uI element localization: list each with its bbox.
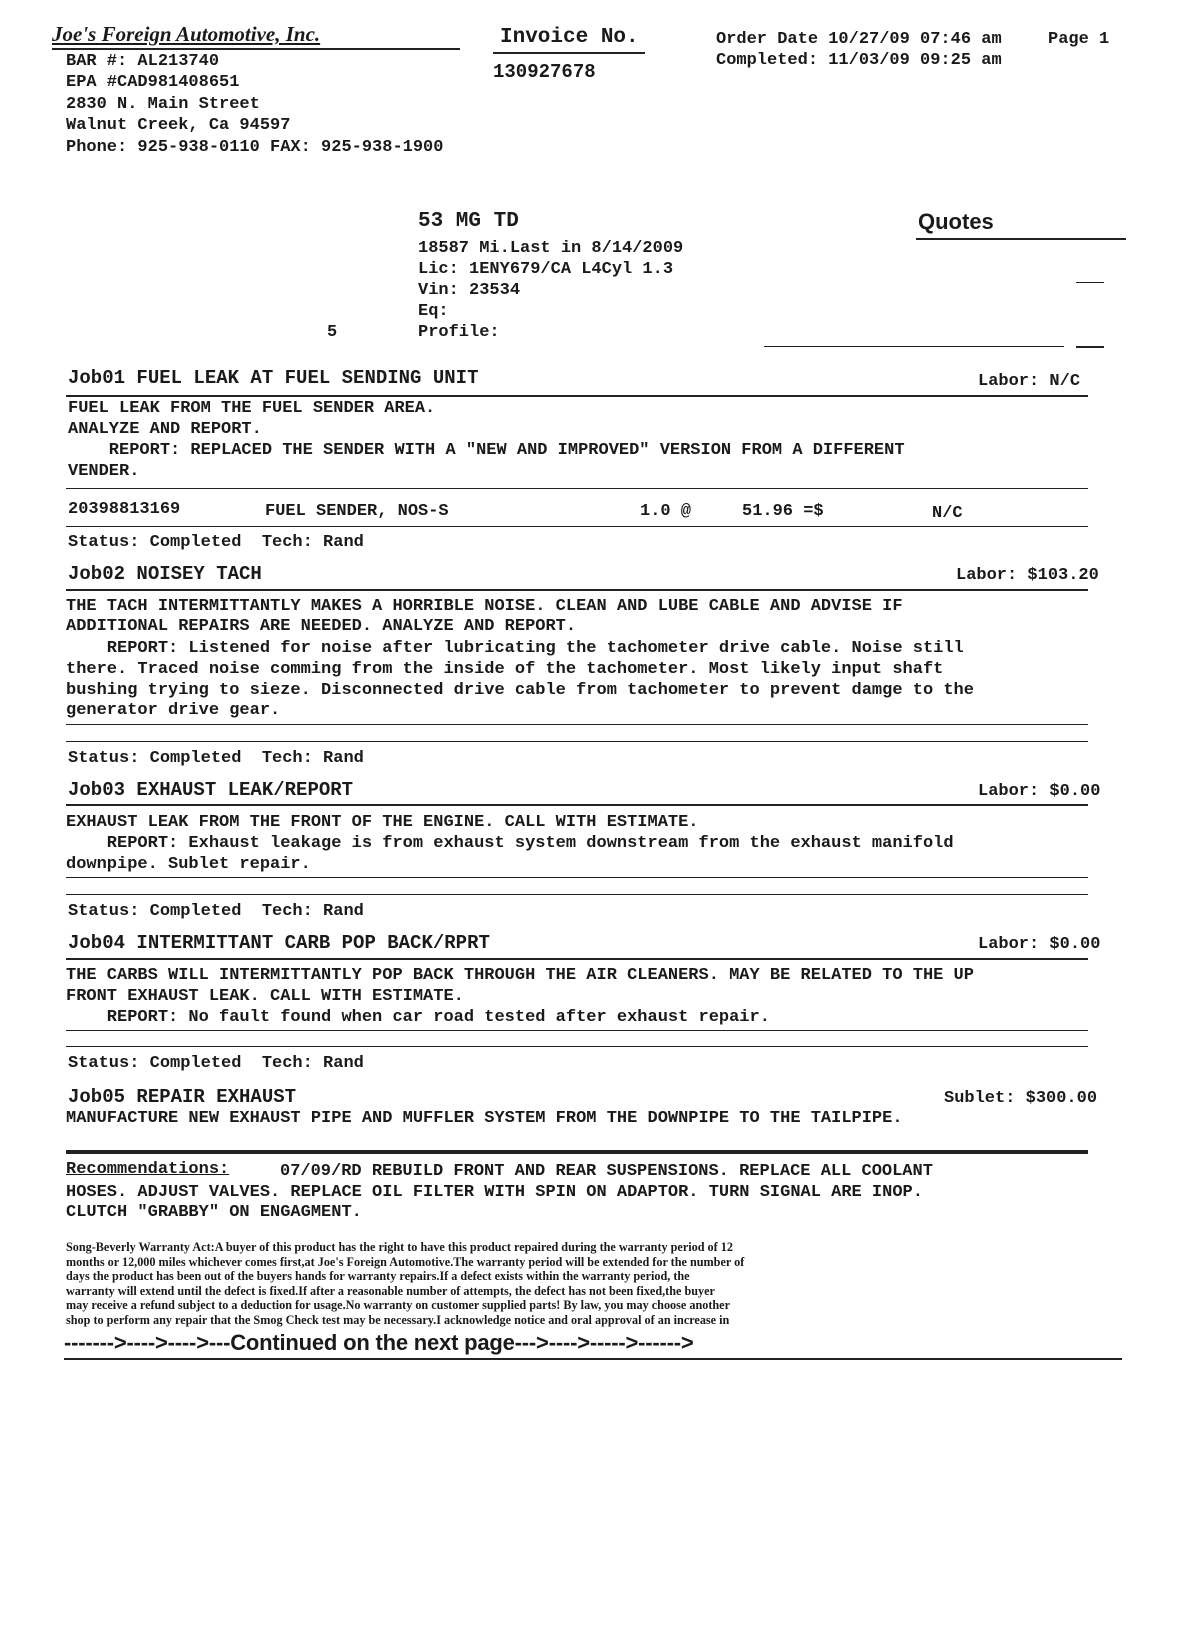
job02-rule-1 — [66, 724, 1088, 725]
job05-line-1: MANUFACTURE NEW EXHAUST PIPE AND MUFFLER SYSTEM FROM THE DOWNPIPE TO THE TAILPIPE. — [66, 1109, 903, 1128]
shop-street: 2830 N. Main Street — [66, 95, 260, 114]
job01-title-rule — [66, 395, 1088, 397]
quotes-line-1 — [1076, 282, 1104, 283]
job04-line-1: THE CARBS WILL INTERMITTANTLY POP BACK THROUGH THE AIR CLEANERS. MAY BE RELATED TO THE UP — [66, 966, 974, 985]
job03-status: Status: Completed Tech: Rand — [68, 902, 364, 921]
warranty-line-3: days the product has been out of the buyers hands for warranty repairs.If a defect exists within the warranty period, the — [66, 1269, 690, 1283]
recommendations-label: Recommendations: — [66, 1160, 230, 1179]
warranty-line-2: months or 12,000 miles whichever comes first,at Joe's Foreign Automotive.The warranty period will be extended for the number of — [66, 1255, 745, 1269]
vehicle-profile: Profile: — [418, 323, 500, 342]
job03-line-3: downpipe. Sublet repair. — [66, 855, 311, 874]
job02-rule-2 — [66, 741, 1088, 742]
shop-name-underline — [52, 48, 460, 50]
continued-underline — [64, 1358, 1122, 1360]
job02-title-rule — [66, 589, 1088, 591]
job01-charge: Labor: N/C — [978, 372, 1081, 391]
job02-line-6: generator drive gear. — [66, 701, 281, 720]
job01-status: Status: Completed Tech: Rand — [68, 533, 364, 552]
job02-line-1: THE TACH INTERMITTANTLY MAKES A HORRIBLE NOISE. CLEAN AND LUBE CABLE AND ADVISE IF — [66, 597, 903, 616]
warranty-line-5: may receive a refund subject to a deduction for usage.No warranty on customer supplied parts! By law, you may choose another — [66, 1298, 730, 1312]
job05-charge: Sublet: $300.00 — [944, 1089, 1098, 1108]
shop-name: Joe's Foreign Automotive, Inc. — [52, 22, 321, 46]
job04-title: Job04 INTERMITTANT CARB POP BACK/RPRT — [68, 932, 490, 954]
vehicle-eq: Eq: — [418, 302, 449, 321]
job01-part-total: N/C — [932, 504, 963, 523]
job01-parts-rule-top — [66, 488, 1088, 489]
invoice-label: Invoice No. — [500, 26, 639, 49]
continued-next-page: ------->---->---->---Continued on the next page--->---->----->------> — [64, 1330, 694, 1355]
completed-date: Completed: 11/03/09 09:25 am — [716, 51, 1002, 70]
job01-part-number: 20398813169 — [68, 500, 181, 519]
warranty-line-4: warranty will extend until the defect is fixed.If after a reasonable number of attempts, the defect has not been fixed,the buyer — [66, 1284, 715, 1298]
job01-part-price: 51.96 =$ — [742, 502, 824, 521]
job01-line-4: VENDER. — [68, 462, 140, 481]
job02-line-3: REPORT: Listened for noise after lubricating the tachometer drive cable. Noise still — [66, 639, 964, 658]
job04-line-3: REPORT: No fault found when car road tested after exhaust repair. — [66, 1008, 770, 1027]
job01-parts-rule-bottom — [66, 526, 1088, 527]
job04-title-rule — [66, 958, 1088, 960]
job01-line-2: ANALYZE AND REPORT. — [68, 420, 262, 439]
vehicle-count: 5 — [327, 323, 338, 342]
invoice-label-underline — [493, 52, 645, 54]
job04-rule-1 — [66, 1030, 1088, 1031]
job02-title: Job02 NOISEY TACH — [68, 563, 262, 585]
job03-title-rule — [66, 804, 1088, 806]
recommendations-line-1: 07/09/RD REBUILD FRONT AND REAR SUSPENSIONS. REPLACE ALL COOLANT — [280, 1162, 933, 1181]
job03-line-2: REPORT: Exhaust leakage is from exhaust system downstream from the exhaust manifold — [66, 834, 954, 853]
job01-part-description: FUEL SENDER, NOS-S — [265, 502, 449, 521]
invoice-number: 130927678 — [493, 61, 596, 83]
shop-city: Walnut Creek, Ca 94597 — [66, 116, 291, 135]
job04-status: Status: Completed Tech: Rand — [68, 1054, 364, 1073]
warranty-line-1: Song-Beverly Warranty Act:A buyer of this product has the right to have this product repaired during the warranty period of 12 — [66, 1240, 733, 1254]
vehicle-mileage: 18587 Mi.Last in 8/14/2009 — [418, 239, 684, 258]
job01-part-qty: 1.0 @ — [640, 502, 692, 521]
job02-status: Status: Completed Tech: Rand — [68, 749, 364, 768]
job03-title: Job03 EXHAUST LEAK/REPORT — [68, 779, 354, 801]
warranty-line-6: shop to perform any repair that the Smog Check test may be necessary.I acknowledge notice and oral approval of an increase in — [66, 1313, 730, 1327]
quotes-underline — [916, 238, 1126, 240]
job03-rule-1 — [66, 877, 1088, 878]
vehicle-vin: Vin: 23534 — [418, 281, 521, 300]
job04-charge: Labor: $0.00 — [978, 935, 1101, 954]
vehicle-model: 53 MG TD — [418, 210, 519, 233]
shop-phone: Phone: 925-938-0110 FAX: 925-938-1900 — [66, 138, 444, 157]
job02-line-5: bushing trying to sieze. Disconnected drive cable from tachometer to prevent damge to the — [66, 681, 974, 700]
job04-rule-2 — [66, 1046, 1088, 1047]
job03-rule-2 — [66, 894, 1088, 895]
recommendations-line-3: CLUTCH "GRABBY" ON ENGAGMENT. — [66, 1203, 362, 1222]
job04-line-2: FRONT EXHAUST LEAK. CALL WITH ESTIMATE. — [66, 987, 464, 1006]
recommendations-line-2: HOSES. ADJUST VALVES. REPLACE OIL FILTER WITH SPIN ON ADAPTOR. TURN SIGNAL ARE INOP. — [66, 1183, 923, 1202]
job01-line-3: REPORT: REPLACED THE SENDER WITH A "NEW AND IMPROVED" VERSION FROM A DIFFERENT — [68, 441, 905, 460]
quotes-heading: Quotes — [918, 209, 994, 234]
job03-charge: Labor: $0.00 — [978, 782, 1101, 801]
vehicle-license: Lic: 1ENY679/CA L4Cyl 1.3 — [418, 260, 674, 279]
job03-line-1: EXHAUST LEAK FROM THE FRONT OF THE ENGINE. CALL WITH ESTIMATE. — [66, 813, 699, 832]
page-number: Page 1 — [1048, 30, 1110, 49]
job02-charge: Labor: $103.20 — [956, 566, 1099, 585]
job01-title: Job01 FUEL LEAK AT FUEL SENDING UNIT — [68, 367, 479, 389]
recommendations-top-rule — [66, 1150, 1088, 1154]
quotes-line-3 — [1076, 346, 1104, 348]
order-date: Order Date 10/27/09 07:46 am — [716, 30, 1002, 49]
shop-bar-number: BAR #: AL213740 — [66, 52, 220, 71]
shop-epa-number: EPA #CAD981408651 — [66, 73, 240, 92]
job02-line-2: ADDITIONAL REPAIRS ARE NEEDED. ANALYZE AND REPORT. — [66, 617, 577, 636]
quotes-line-2 — [764, 346, 1064, 347]
job05-title: Job05 REPAIR EXHAUST — [68, 1086, 297, 1108]
job02-line-4: there. Traced noise comming from the inside of the tachometer. Most likely input shaft — [66, 660, 944, 679]
job01-line-1: FUEL LEAK FROM THE FUEL SENDER AREA. — [68, 399, 436, 418]
